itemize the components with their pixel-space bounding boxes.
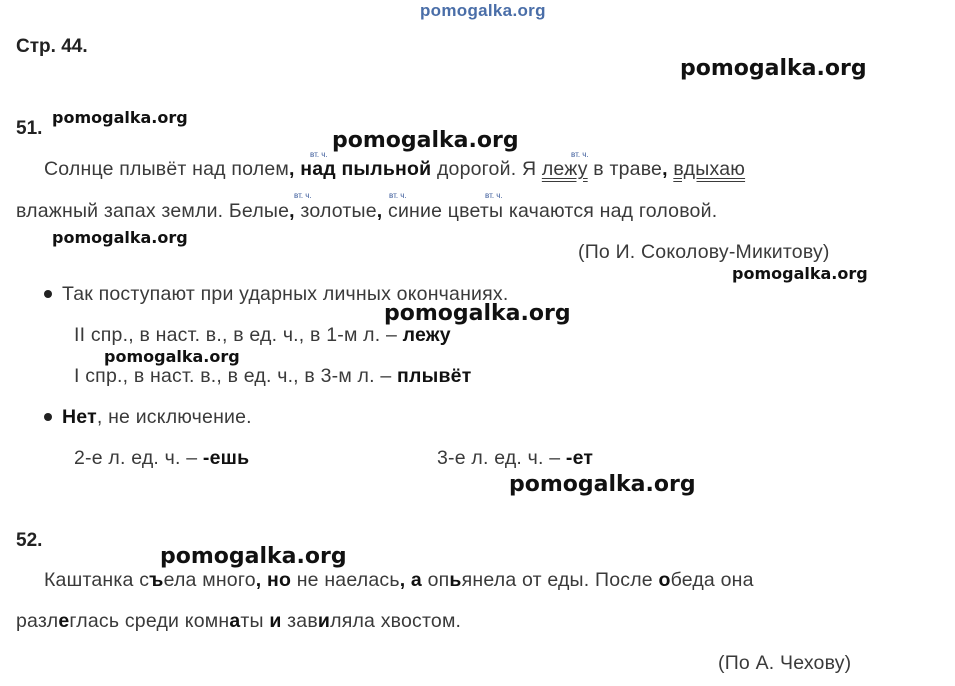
watermark: pomogalka.org [52, 228, 188, 247]
superscript-label: вт. ч. [294, 191, 312, 200]
exercise-number-52: 52. [16, 530, 43, 551]
ex51-line-2: влажный запах земли. Белые, золотые, синие цветы качаются над головой. [16, 200, 718, 222]
bullet-icon [44, 413, 52, 421]
ex51-line-1: Солнце плывёт над полем, над пыльной дорогой. Я лежу в траве, вдыхаю [44, 158, 746, 180]
bullet-1: Так поступают при ударных личных окончаниях. [44, 283, 508, 306]
page-title: Стр. 44. [16, 36, 88, 57]
watermark: pomogalka.org [332, 128, 519, 153]
exercise-number-51: 51. [16, 118, 43, 139]
superscript-label: вт. ч. [310, 150, 328, 159]
ex51-source: (По И. Соколову-Микитову) [578, 241, 830, 263]
watermark: pomogalka.org [160, 544, 347, 569]
ending-3rd-person: 3-е л. ед. ч. – -ет [437, 447, 594, 469]
watermark: pomogalka.org [509, 472, 696, 497]
watermark: pomogalka.org [104, 347, 240, 366]
watermark: pomogalka.org [52, 108, 188, 127]
bullet-icon [44, 290, 52, 298]
ex52-line-2: разлеглась среди комнаты и завиляла хвостом. [16, 610, 462, 632]
ex52-line-1: Каштанка съела много, но не наелась, а опьянела от еды. После обеда она [44, 569, 754, 591]
superscript-label: вт. ч. [571, 150, 589, 159]
watermark: pomogalka.org [384, 301, 571, 326]
watermark: pomogalka.org [680, 56, 867, 81]
watermark-top[interactable]: pomogalka.org [420, 1, 546, 20]
rule-line-1: II спр., в наст. в., в ед. ч., в 1-м л. – лежу [74, 324, 451, 346]
rule-line-2: I спр., в наст. в., в ед. ч., в 3-м л. – плывёт [74, 365, 472, 387]
ex52-source: (По А. Чехову) [718, 652, 852, 674]
bullet-2: Нет, не исключение. [44, 406, 252, 429]
watermark: pomogalka.org [732, 264, 868, 283]
ending-2nd-person: 2-е л. ед. ч. – -ешь [74, 447, 250, 469]
superscript-label: вт. ч. [389, 191, 407, 200]
superscript-label: вт. ч. [485, 191, 503, 200]
